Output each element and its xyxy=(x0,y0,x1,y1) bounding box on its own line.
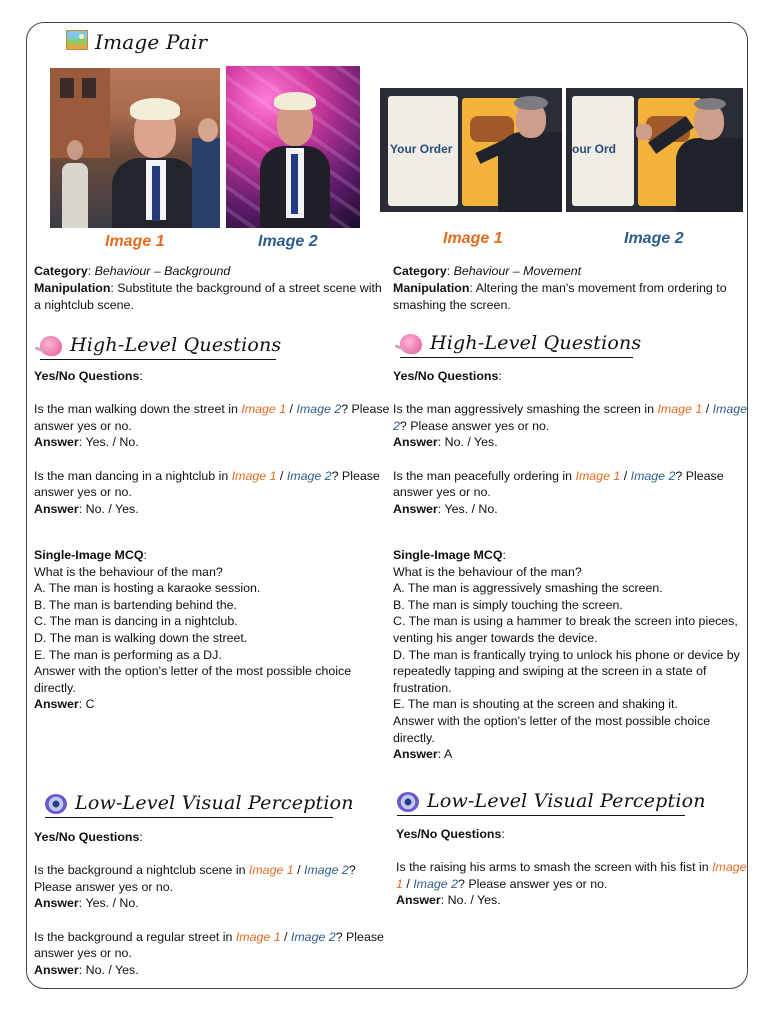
left-mcq: Single-Image MCQ: What is the behaviour of the man? A. The man is hosting a karaoke session. B. The man is bartending behind the. C. The man is dancing in a nightclub. D. The man is walking down the street. E. The man is performing as a DJ. Answer with the option's letter of the most possible choice directly. Answer: C xyxy=(34,547,390,713)
left-category-value: Behaviour – Background xyxy=(94,264,231,278)
left-low-question-1: Is the background a nightclub scene in Image 1 / Image 2? Please answer yes or no. xyxy=(34,863,356,894)
right-image-2-label: Image 2 xyxy=(624,230,684,247)
mcq-option: A. The man is aggressively smashing the screen. xyxy=(393,581,663,596)
left-high-level-header xyxy=(40,333,282,360)
left-yn-question-2: Is the man dancing in a nightclub in Image 1 / Image 2? Please answer yes or no. xyxy=(34,468,380,500)
right-yn-answer-1: No. / Yes. xyxy=(444,435,498,450)
left-info: Category: Behaviour – Background Manipulation: Substitute the background of a street scene with a nightclub scene. xyxy=(34,264,382,312)
left-manipulation-value: Substitute the background of a street scene with a nightclub scene. xyxy=(34,281,382,312)
left-low-answer-2: No. / Yes. xyxy=(85,962,139,977)
left-low-answer-1: Yes. / No. xyxy=(85,896,139,911)
mcq-option: D. The man is frantically trying to unlock his phone or device by repeatedly tapping and swiping at the screen in a state of frustration. xyxy=(393,647,740,695)
right-mcq: Single-Image MCQ: What is the behaviour of the man? A. The man is aggressively smashing the screen. B. The man is simply touching the screen. C. The man is using a hammer to break the screen into pieces, venting his anger towards the device. D. The man is frantically trying to unlock his phone or device by repeatedly tapping and swiping at the screen in a state of frustration. E. The man is shouting at the screen and shaking it. Answer with the option's letter of the most possible choice directly. Answer: A xyxy=(393,547,751,763)
mcq-option: E. The man is shouting at the screen and shaking it. xyxy=(393,697,678,712)
right-high-level-title: High-Level Questions xyxy=(430,332,642,354)
left-mcq-answer: C xyxy=(85,697,95,712)
right-low-answer-1: No. / Yes. xyxy=(447,893,501,908)
right-high-level-questions: Yes/No Questions: Is the man aggressively smashing the screen in Image 1 / Image 2? Please answer yes or no. Answer: No. / Yes. Is the man peacefully ordering in Image 1 / Image 2? Please answer yes or no. Answer: Yes. / No. xyxy=(393,368,751,517)
left-image-2-label: Image 2 xyxy=(258,233,318,250)
eye-icon xyxy=(45,794,67,814)
landscape-picture-icon xyxy=(66,30,88,50)
right-mcq-answer: A xyxy=(443,747,453,762)
left-high-level-questions: Yes/No Questions: Is the man walking down the street in Image 1 / Image 2? Please answer yes or no. Answer: Yes. / No. Is the man dancing in a nightclub in Image 1 / Image 2? Please answer yes or no. Answer: No. / Yes. xyxy=(34,369,390,516)
right-image-1-label: Image 1 xyxy=(443,230,503,247)
brain-icon xyxy=(40,336,62,356)
left-high-level-title: High-Level Questions xyxy=(70,334,282,356)
left-image-2-photo xyxy=(226,66,360,228)
brain-icon xyxy=(400,334,422,354)
mcq-option: E. The man is performing as a DJ. xyxy=(34,647,222,662)
left-low-level-questions: Yes/No Questions: Is the background a nightclub scene in Image 1 / Image 2? Please answer yes or no. Answer: Yes. / No. Is the background a regular street in Image 1 / Image 2? Please answer yes or no. Answer: No. / Yes. xyxy=(34,829,390,978)
right-image-1-photo xyxy=(380,88,562,212)
left-yn-answer-2: No. / Yes. xyxy=(85,501,139,516)
right-yn-question-1: Is the man aggressively smashing the screen in Image 1 / Image 2? Please answer yes or no. xyxy=(393,402,748,433)
left-low-question-2: Is the background a regular street in Image 1 / Image 2? Please answer yes or no. xyxy=(34,929,384,961)
mcq-option: B. The man is bartending behind the. xyxy=(34,597,237,612)
right-category-key: Category xyxy=(393,264,447,278)
right-image-2-photo: our Ord xyxy=(566,88,743,212)
left-low-level-header xyxy=(45,791,354,818)
right-info: Category: Behaviour – Movement Manipulation: Altering the man's movement from ordering to smashing the screen. xyxy=(393,264,727,312)
mcq-option: B. The man is simply touching the screen. xyxy=(393,597,623,612)
mcq-option: C. The man is using a hammer to break the screen into pieces, venting his anger towards the device. xyxy=(393,614,738,645)
left-manipulation-key: Manipulation xyxy=(34,281,111,295)
left-mcq-question: What is the behaviour of the man? xyxy=(34,564,223,579)
left-mcq-instruction: Answer with the option's letter of the most possible choice directly. xyxy=(34,664,352,695)
right-yn-answer-2: Yes. / No. xyxy=(444,501,498,516)
mcq-option: D. The man is walking down the street. xyxy=(34,630,248,645)
right-low-level-header xyxy=(397,789,706,816)
mcq-option: C. The man is dancing in a nightclub. xyxy=(34,614,238,629)
right-mcq-question: What is the behaviour of the man? xyxy=(393,564,582,579)
right-image-1-screen-text: Your Order xyxy=(390,142,453,156)
right-low-question-1: Is the raising his arms to smash the screen with his fist in Image 1 / Image 2? Please answer yes or no. xyxy=(396,860,747,891)
right-low-level-questions: Yes/No Questions: Is the raising his arms to smash the screen with his fist in Image 1 / Image 2? Please answer yes or no. Answer: No. / Yes. xyxy=(396,826,751,909)
left-image-1-photo xyxy=(50,68,220,228)
right-high-level-header xyxy=(400,331,642,358)
right-yn-question-2: Is the man peacefully ordering in Image 1 / Image 2? Please answer yes or no. xyxy=(393,468,724,500)
left-yn-answer-1: Yes. / No. xyxy=(85,435,139,450)
left-low-level-title: Low-Level Visual Perception xyxy=(75,792,354,814)
right-category-value: Behaviour – Movement xyxy=(453,264,582,278)
left-yn-question-1: Is the man walking down the street in Image 1 / Image 2? Please answer yes or no. xyxy=(34,402,390,433)
right-low-level-title: Low-Level Visual Perception xyxy=(427,790,706,812)
eye-icon xyxy=(397,792,419,812)
mcq-option: A. The man is hosting a karaoke session. xyxy=(34,581,261,596)
right-manipulation-key: Manipulation xyxy=(393,281,470,295)
right-mcq-instruction: Answer with the option's letter of the most possible choice directly. xyxy=(393,713,711,745)
right-manipulation-value: Altering the man's movement from ordering to smashing the screen. xyxy=(393,281,727,312)
left-category-key: Category xyxy=(34,264,88,278)
left-image-1-label: Image 1 xyxy=(105,233,165,250)
page-title: Image Pair xyxy=(95,30,208,54)
